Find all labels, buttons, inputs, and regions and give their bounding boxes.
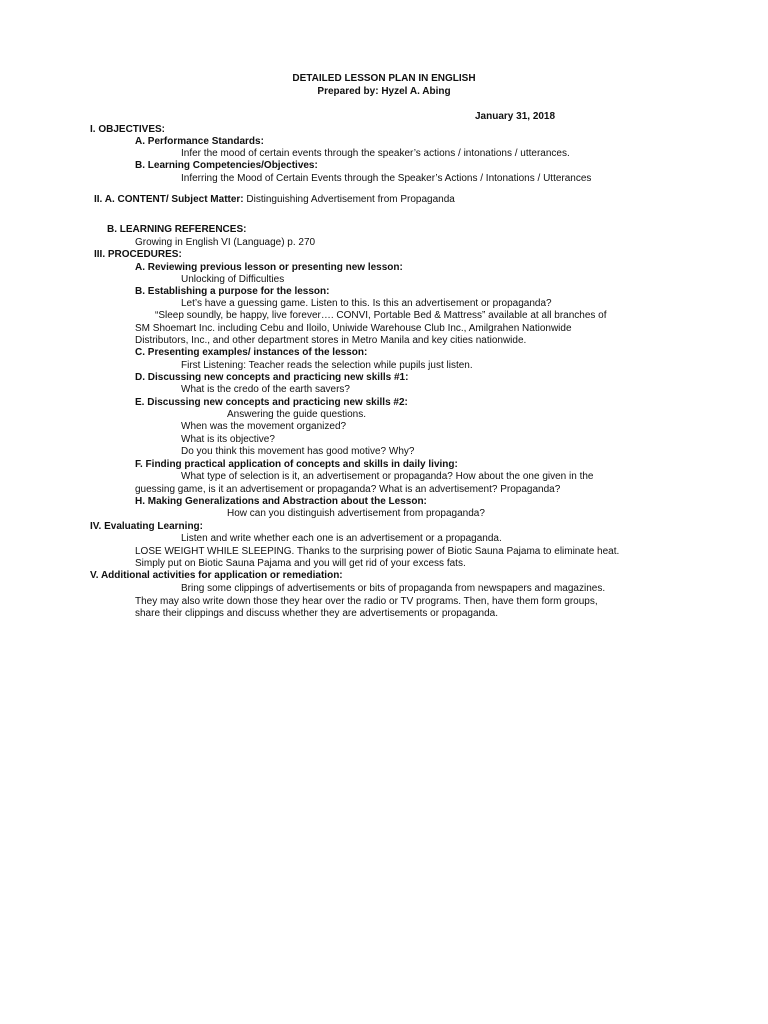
evaluation-text-1: Listen and write whether each one is an advertisement or a propaganda. xyxy=(181,533,502,544)
procedure-e-text-4: Do you think this movement has good motive? Why? xyxy=(181,446,415,457)
evaluation-text-2: LOSE WEIGHT WHILE SLEEPING. Thanks to the surprising power of Biotic Sauna Pajama to eliminate heat. xyxy=(135,546,620,557)
learning-references-text: Growing in English VI (Language) p. 270 xyxy=(135,237,316,248)
procedure-a-text: Unlocking of Difficulties xyxy=(181,274,285,285)
procedure-h-text: How can you distinguish advertisement from propaganda? xyxy=(227,508,485,519)
procedure-f-heading: F. Finding practical application of concepts and skills in daily living: xyxy=(135,459,458,470)
learning-competencies-text: Inferring the Mood of Certain Events through the Speaker’s Actions / Intonations / Utterances xyxy=(181,173,592,184)
procedure-b-text-2: “Sleep soundly, be happy, live forever…. CONVI, Portable Bed & Mattress” available at all branches of xyxy=(155,310,607,321)
procedure-e-text-2: When was the movement organized? xyxy=(181,421,347,432)
additional-heading: V. Additional activities for application or remediation: xyxy=(90,570,343,581)
procedure-d-heading: D. Discussing new concepts and practicing new skills #1: xyxy=(135,372,409,383)
performance-standards-text: Infer the mood of certain events through the speaker’s actions / intonations / utterances. xyxy=(181,148,570,159)
evaluation-text-3: Simply put on Biotic Sauna Pajama and you will get rid of your excess fats. xyxy=(135,558,466,569)
procedure-c-heading: C. Presenting examples/ instances of the lesson: xyxy=(135,347,368,358)
lesson-date: January 31, 2018 xyxy=(475,111,556,122)
performance-standards-heading: A. Performance Standards: xyxy=(135,136,264,147)
learning-references-heading: B. LEARNING REFERENCES: xyxy=(107,224,247,235)
objectives-heading: I. OBJECTIVES: xyxy=(90,124,166,135)
procedure-a-heading: A. Reviewing previous lesson or presenting new lesson: xyxy=(135,262,403,273)
procedure-e-heading: E. Discussing new concepts and practicing new skills #2: xyxy=(135,397,408,408)
procedure-h-heading: H. Making Generalizations and Abstraction about the Lesson: xyxy=(135,496,427,507)
procedures-heading: III. PROCEDURES: xyxy=(94,249,182,260)
procedure-c-text: First Listening: Teacher reads the selection while pupils just listen. xyxy=(181,360,473,371)
additional-text-2: They may also write down those they hear over the radio or TV programs. Then, have them form groups, xyxy=(135,596,598,607)
procedure-e-text-1: Answering the guide questions. xyxy=(227,409,366,420)
procedure-b-heading: B. Establishing a purpose for the lesson: xyxy=(135,286,330,297)
procedure-b-text-3: SM Shoemart Inc. including Cebu and Iloilo, Uniwide Warehouse Club Inc., Amilgrahen Nationwide xyxy=(135,323,572,334)
procedure-b-text-1: Let’s have a guessing game. Listen to this. Is this an advertisement or propaganda? xyxy=(181,298,552,309)
content-subject-matter xyxy=(94,194,455,206)
additional-text-1: Bring some clippings of advertisements or bits of propaganda from newspapers and magazines. xyxy=(181,583,606,594)
content-label: II. A. CONTENT/ Subject Matter: xyxy=(94,194,244,205)
procedure-b-text-4: Distributors, Inc., and other department stores in Metro Manila and key cities nationwide. xyxy=(135,335,527,346)
learning-competencies-heading: B. Learning Competencies/Objectives: xyxy=(135,160,318,171)
procedure-d-text: What is the credo of the earth savers? xyxy=(181,384,350,395)
procedure-e-text-3: What is its objective? xyxy=(181,434,275,445)
evaluation-heading: IV. Evaluating Learning: xyxy=(90,521,203,532)
content-value: Distinguishing Advertisement from Propaganda xyxy=(243,194,455,205)
prepared-by: Prepared by: Hyzel A. Abing xyxy=(317,86,451,97)
additional-text-3: share their clippings and discuss whether they are advertisements or propaganda. xyxy=(135,608,498,619)
procedure-f-text-1: What type of selection is it, an advertisement or propaganda? How about the one given in the xyxy=(181,471,594,482)
procedure-f-text-2: guessing game, is it an advertisement or propaganda? What is an advertisement? Propaganda? xyxy=(135,484,561,495)
document-title: DETAILED LESSON PLAN IN ENGLISH xyxy=(292,73,476,84)
